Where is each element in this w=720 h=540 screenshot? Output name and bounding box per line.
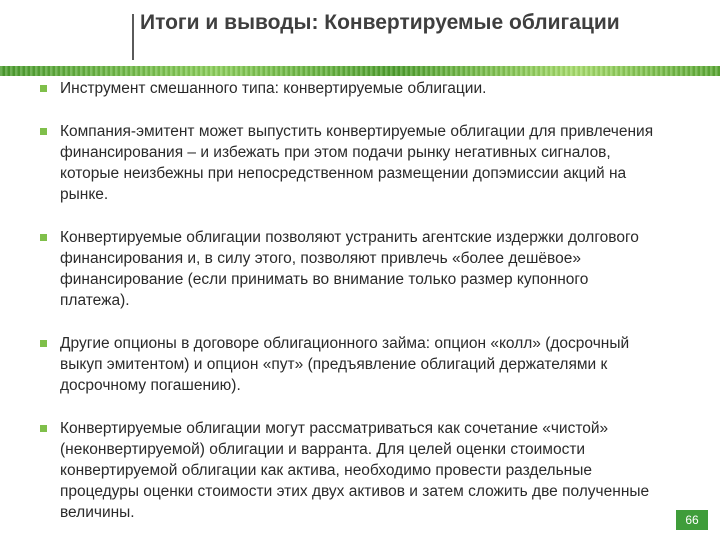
bullet-square-icon	[40, 85, 47, 92]
bullet-item	[40, 78, 660, 99]
page-title: Итоги и выводы: Конвертируемые облигации	[140, 11, 620, 34]
bullet-square-icon	[40, 234, 47, 241]
bullet-item	[40, 227, 660, 311]
bullet-text: Конвертируемые облигации позволяют устранить агентские издержки долгового финансирования и, в силу этого, позволяют привлечь «более дешёвое» финансирование (если принимать во внимание только размер купонного платежа).	[60, 229, 639, 309]
bullet-text: Инструмент смешанного типа: конвертируемые облигации.	[60, 80, 487, 97]
bullet-item	[40, 333, 660, 396]
bullet-item	[40, 121, 660, 205]
bullet-square-icon	[40, 128, 47, 135]
header-green-bar	[0, 66, 720, 76]
title-divider	[132, 14, 134, 60]
page-number: 66	[676, 510, 708, 530]
bullet-square-icon	[40, 425, 47, 432]
bullet-list	[40, 78, 660, 523]
bullet-text: Конвертируемые облигации могут рассматриваться как сочетание «чистой» (неконвертируемой) облигации и варранта. Для целей оценки стоимости конвертируемой облигации как актива, необходимо провести раздельные процедуры оценки стоимости этих двух активов и затем сложить две полученные величины.	[60, 420, 650, 521]
bullet-square-icon	[40, 340, 47, 347]
bullet-text: Компания-эмитент может выпустить конвертируемые облигации для привлечения финансирования – и избежать при этом подачи рынку негативных сигналов, которые неизбежны при непосредственном размещении допэмиссии акций на рынке.	[60, 123, 654, 203]
bullet-item	[40, 418, 660, 523]
bullet-text: Другие опционы в договоре облигационного займа: опцион «колл» (досрочный выкуп эмитентом) и опцион «пут» (предъявление облигаций держателями к досрочному погашению).	[60, 335, 630, 394]
